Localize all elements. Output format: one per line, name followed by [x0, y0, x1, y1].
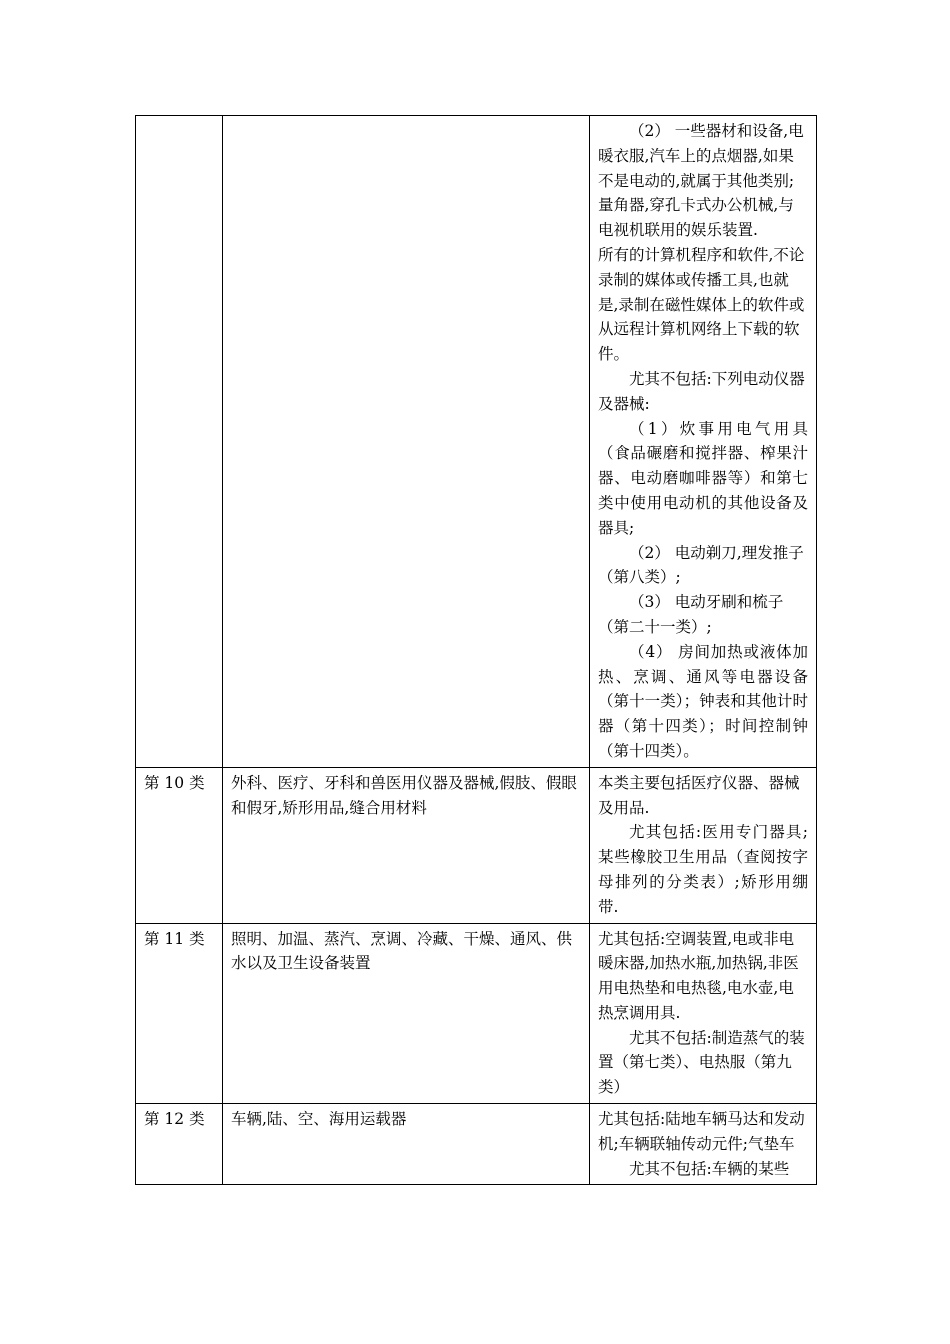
- notes-cell: [590, 923, 817, 1104]
- goods-title-cell: 车辆,陆、空、海用运载器: [223, 1104, 590, 1185]
- class-cell: 第 10 类: [136, 767, 223, 923]
- note-paragraph: 尤其包括:医用专门器具;某些橡胶卫生用品（查阅按字母排列的分类表）;矫形用绷带.: [598, 823, 808, 916]
- notes-cell: [590, 116, 817, 768]
- class-cell: [136, 116, 223, 768]
- notes-cell: [590, 1104, 817, 1185]
- note-paragraph: 尤其包括:陆地车辆马达和发动机;车辆联轴传动元件;气垫车: [598, 1110, 805, 1153]
- note-paragraph: 尤其不包括:制造蒸气的装置（第七类）、电热服（第九类）: [598, 1028, 805, 1097]
- class-cell: 第 12 类: [136, 1104, 223, 1185]
- class-cell: 第 11 类: [136, 923, 223, 1104]
- classification-table: [135, 115, 817, 1185]
- goods-title-cell: [223, 116, 590, 768]
- table-row: [136, 767, 817, 923]
- note-paragraph: 量角器,穿孔卡式办公机械,与电视机联用的娱乐装置.: [598, 196, 794, 240]
- note-paragraph: 本类主要包括医疗仪器、器械及用品.: [598, 773, 800, 817]
- note-paragraph: 尤其不包括:车辆的某些: [629, 1159, 790, 1178]
- table-row: [136, 923, 817, 1104]
- table-row: [136, 116, 817, 768]
- note-paragraph: （3） 电动牙刷和梳子（第二十一类）;: [598, 593, 784, 636]
- note-paragraph: （4） 房间加热或液体加热、烹调、通风等电器设备（第十一类）；钟表和其他计时器（第十四类）；时间控制钟（第十四类）。: [598, 642, 808, 760]
- note-paragraph: 尤其包括:空调装置,电或非电暖床器,加热水瓶,加热锅,非医用电热垫和电热毯,电水壶,电热烹调用具.: [598, 929, 799, 1022]
- table-row: [136, 1104, 817, 1185]
- goods-title-cell: 外科、医疗、牙科和兽医用仪器及器械,假肢、假眼和假牙,矫形用品,缝合用材料: [223, 767, 590, 923]
- note-paragraph: 尤其不包括:下列电动仪器及器械:: [598, 369, 805, 413]
- goods-title-cell: 照明、加温、蒸汽、烹调、冷藏、干燥、通风、供水以及卫生设备装置: [223, 923, 590, 1104]
- note-paragraph: （1）炊事用电气用具（食品碾磨和搅拌器、榨果汁器、电动磨咖啡器等）和第七类中使用电动机的其他设备及器具;: [598, 419, 808, 537]
- notes-cell: [590, 767, 817, 923]
- note-paragraph: （2） 电动剃刀,理发推子（第八类）;: [598, 543, 804, 587]
- note-paragraph: （2） 一些器材和设备,电暖衣服,汽车上的点烟器,如果不是电动的,就属于其他类别;: [598, 122, 804, 190]
- note-paragraph: 所有的计算机程序和软件,不论录制的媒体或传播工具,也就是,录制在磁性媒体上的软件或从远程计算机网络上下载的软件。: [598, 245, 805, 364]
